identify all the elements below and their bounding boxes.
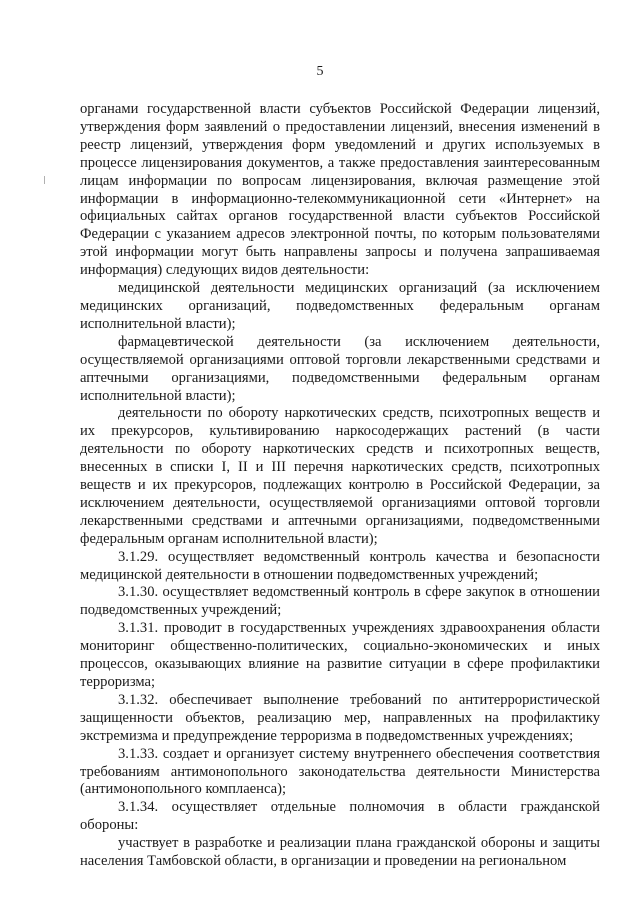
paragraph-3-1-34: 3.1.34. осуществляет отдельные полномочия в области гражданской обороны: [80,799,600,834]
page-number: 5 [316,64,324,79]
paragraph-civil-defense: участвует в разработке и реализации плана гражданской обороны и защиты населения Тамбовской области, в организации и проведении на региональном [80,835,600,870]
paragraph-3-1-31: 3.1.31. проводит в государственных учреждениях здравоохранения области мониторинг общественно-политических, социально-экономических и иных процессов, оказывающих влияние на развитие ситуации в сфере профилактики терроризма; [80,620,600,690]
paragraph-1: медицинской деятельности медицинских организаций (за исключением медицинских организаций, подведомственных федеральным органам исполнительной власти); [80,280,600,332]
document-body [80,101,600,871]
paragraph-3-1-30: 3.1.30. осуществляет ведомственный контроль в сфере закупок в отношении подведомственных учреждений; [80,584,600,619]
paragraph-3-1-33: 3.1.33. создает и организует систему внутреннего обеспечения соответствия требованиям антимонопольного законодательства деятельности Министерства (антимонопольного комплаенса); [80,745,600,798]
paragraph-3-1-29: 3.1.29. осуществляет ведомственный контроль качества и безопасности медицинской деятельности в отношении подведомственных учреждений; [80,548,600,583]
paragraph-3: деятельности по обороту наркотических средств, психотропных веществ и их прекурсоров, культивированию наркосодержащих растений (в части деятельности по обороту наркотических средств и психотропных веществ, внесенных в списки I, II и III перечня наркотических средств, психотропных веществ и их прекурсоров, подлежащих контролю в Российской Федерации, за исключением деятельности, осуществляемой организациями оптовой торговли лекарственными средствами и аптечными организациями, подведомственными федеральным органам исполнительной власти); [80,405,600,547]
paragraph-3-1-32: 3.1.32. обеспечивает выполнение требований по антитеррористической защищенности объектов, реализацию мер, направленных на профилактику экстремизма и предупреждение терроризма в подведомственных учреждениях; [80,691,600,744]
paragraph-0: органами государственной власти субъектов Российской Федерации лицензий, утверждения форм заявлений о предоставлении лицензий, внесения изменений в реестр лицензий, утверждения форм уведомлений и других используемых в процессе лицензирования документов, а также предоставления заинтересованным лицам информации по вопросам лицензирования, включая размещение этой информации в информационно-телекоммуникационной сети «Интернет» на официальных сайтах органов государственной власти субъектов Российской Федерации с указанием адресов электронной почты, по которым пользователями этой информации могут быть направлены запросы и получена запрашиваемая информация) следующих видов деятельности: [80,101,600,279]
margin-mark [44,176,45,184]
paragraph-2: фармацевтической деятельности (за исключением деятельности, осуществляемой организациями оптовой торговли лекарственными средствами и аптечными организациями, подведомственными федеральным органам исполнительной власти); [80,333,600,404]
